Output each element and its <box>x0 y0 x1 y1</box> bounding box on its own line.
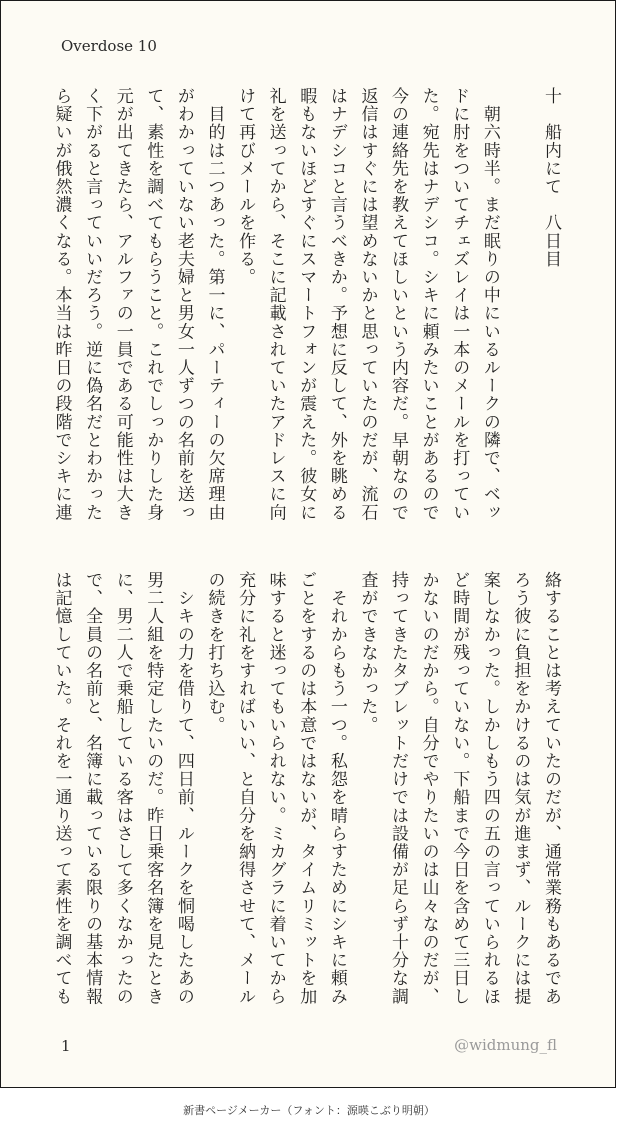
author-handle: @widmung_fl <box>454 1036 557 1054</box>
text-line: 朝六時半。まだ眠りの中にいるルークの隣で、ベッ <box>479 87 500 522</box>
text-line: の続きを打ち込む。 <box>204 571 225 734</box>
text-line: 案しなかった。しかしもう四の五の言っていられるほ <box>479 571 500 1006</box>
text-line: た。宛先はナデシコ。シキに頼みたいことがあるので <box>418 87 439 522</box>
text-line: 返信はすぐには望めないかと思っていたのだが、流石 <box>357 87 378 522</box>
running-header-title: Overdose 10 <box>61 37 157 55</box>
text-line <box>505 87 536 537</box>
text-line: 充分に礼をすればいい、と自分を納得させて、メール <box>235 571 256 1006</box>
text-line: ろう彼に負担をかけるのは気が進まず、ルークには提 <box>510 571 531 1006</box>
text-line: 査ができなかった。 <box>357 571 378 734</box>
text-line: ごとをするのは本意ではないが、タイムリミットを加 <box>296 571 317 1006</box>
generator-caption: 新書ページメーカー（フォント：源暎こぶり明朝） <box>183 1104 435 1117</box>
text-line: 十 船内にて 八日目 <box>541 87 561 268</box>
text-line: それからもう一つ。私怨を晴らすためにシキに頼み <box>326 571 347 1006</box>
text-line: で、全員の名前と、名簿に載っている限りの基本情報 <box>82 571 103 1006</box>
text-line: がわかっていない老夫婦と男女一人ずつの名前を送っ <box>173 87 194 522</box>
text-line: シキの力を借りて、四日前、ルークを恫喝したあの <box>173 571 194 1006</box>
text-line: 暇もないほどすぐにスマートフォンが震えた。彼女に <box>296 87 317 522</box>
text-line: て、素性を調べてもらうこと。これでしっかりした身 <box>143 87 164 522</box>
lower-text-block <box>46 571 566 1021</box>
text-line: 絡することは考えていたのだが、通常業務もあるであ <box>541 571 561 1006</box>
text-line: けて再びメールを作る。 <box>235 87 256 287</box>
text-line: に、男二人で乗船している客はさして多くなかったの <box>112 571 133 1006</box>
text-line: ドに肘をついてチェズレイは一本のメールを打ってい <box>449 87 470 522</box>
text-line: 元が出てきたら、アルファの一員である可能性は大き <box>112 87 133 522</box>
text-line: は記憶していた。それを一通り送って素性を調べても <box>51 571 72 1006</box>
text-line: 味すると迷ってもいられない。ミカグラに着いてから <box>265 571 286 1006</box>
text-line: 礼を送ってから、そこに記載されていたアドレスに向 <box>265 87 286 522</box>
text-line: はナデシコと言うべきか。予想に反して、外を眺める <box>326 87 347 522</box>
text-line: ら疑いが俄然濃くなる。本当は昨日の段階でシキに連 <box>51 87 72 522</box>
text-line: 持ってきたタブレットだけでは設備が足らず十分な調 <box>388 571 409 1006</box>
text-line: 目的は二つあった。第一に、パーティーの欠席理由 <box>204 87 225 522</box>
text-line: 男二人組を特定したいのだ。昨日乗客名簿を見たとき <box>143 571 164 1006</box>
page-number: 1 <box>61 1037 71 1055</box>
text-line: かないのだから。自分でやりたいのは山々なのだが、 <box>418 571 439 1006</box>
text-line: ど時間が残っていない。下船まで今日を含めて三日し <box>449 571 470 1006</box>
text-line: く下がると言っていいだろう。逆に偽名だとわかった <box>82 87 103 522</box>
upper-text-block <box>46 87 566 537</box>
text-line: 今の連絡先を教えてほしいという内容だ。早朝なので <box>388 87 409 522</box>
